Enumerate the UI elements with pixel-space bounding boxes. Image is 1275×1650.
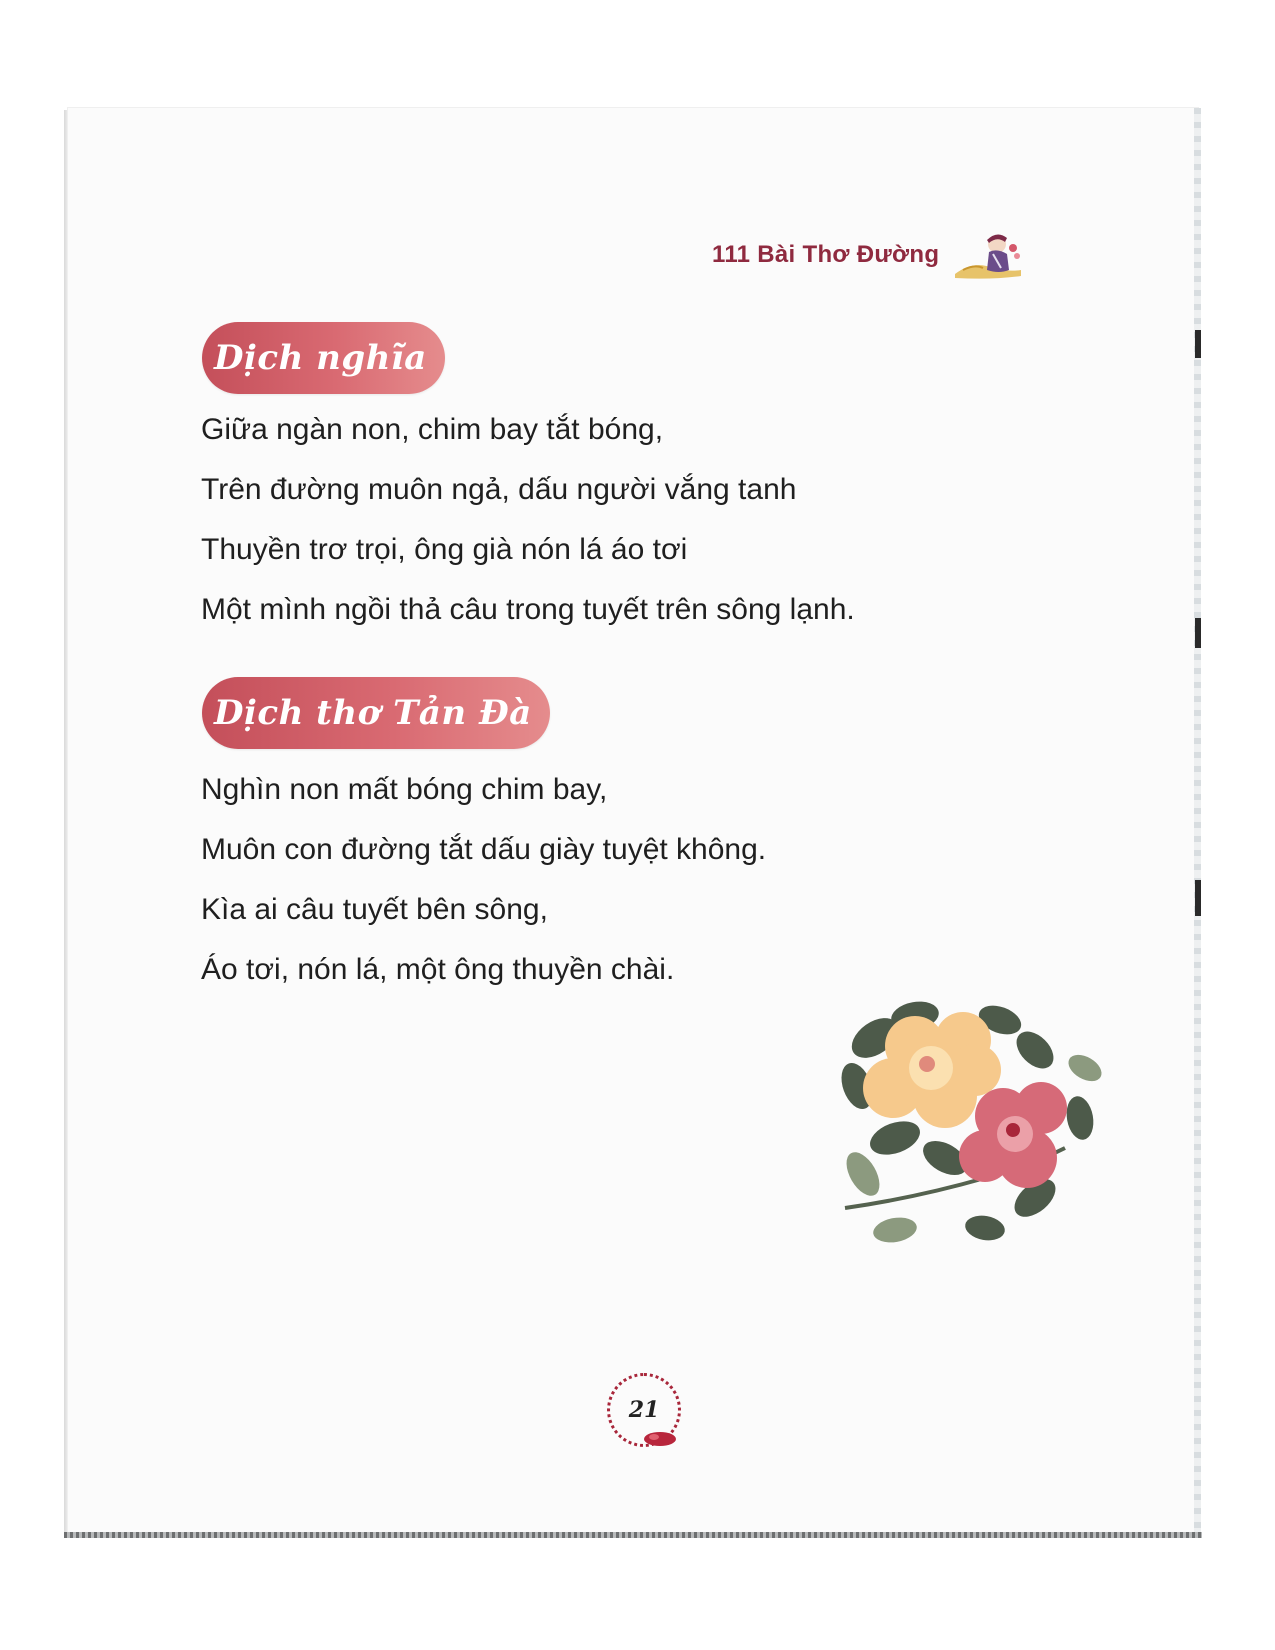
spine-mark (1195, 880, 1201, 916)
verse-line: Nghìn non mất bóng chim bay, (201, 773, 608, 806)
verse-line: Kìa ai câu tuyết bên sông, (201, 893, 548, 926)
section-heading-poem-translation: Dịch thơ Tản Đà (202, 677, 550, 749)
verse-line: Áo tơi, nón lá, một ông thuyền chài. (201, 953, 675, 986)
verse-poem-translation (201, 760, 766, 1000)
verse-line: Giữa ngàn non, chim bay tắt bóng, (201, 413, 664, 446)
spine-mark (1195, 618, 1201, 648)
spine-mark (1195, 330, 1201, 358)
running-header (712, 225, 1023, 285)
page-bottom-edge (64, 1532, 1202, 1538)
verse-line: Trên đường muôn ngả, dấu người vắng tanh (201, 473, 797, 506)
page-edge-right (1194, 108, 1201, 1538)
peony-flower-icon (835, 998, 1115, 1260)
verse-translation (201, 400, 855, 640)
verse-line: Một mình ngồi thả câu trong tuyết trên sông lạnh. (201, 593, 855, 626)
scholar-figure-icon (953, 230, 1023, 280)
page-number: 21 (607, 1373, 681, 1447)
verse-line: Thuyền trơ trọi, ông già nón lá áo tơi (201, 533, 688, 566)
section-heading-translation: Dịch nghĩa (202, 322, 445, 394)
book-title: 111 Bài Thơ Đường (712, 241, 940, 268)
verse-line: Muôn con đường tắt dấu giày tuyệt không. (201, 833, 767, 866)
ornament-icon (640, 1428, 680, 1448)
